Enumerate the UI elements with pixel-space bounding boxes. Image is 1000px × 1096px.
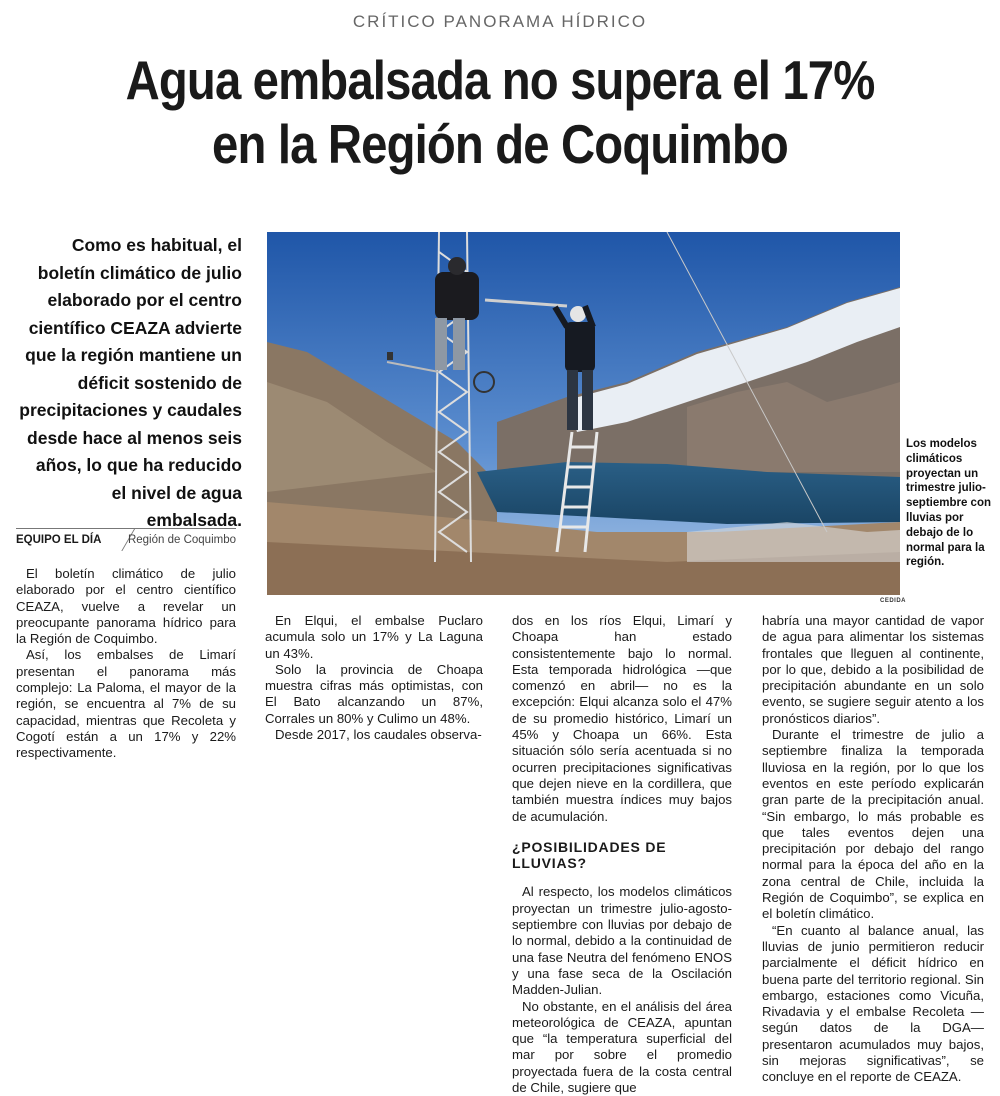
article-column-4: [762, 613, 984, 1086]
photo-credit: CEDIDA: [880, 598, 907, 604]
headline-line-2: en la Región de Coquimbo: [212, 113, 788, 175]
lead-paragraph: Como es habitual, el boletín climático de julio elaborado por el centro científico CEAZA advierte que la región mantiene un déficit sostenido de precipitaciones y caudales desde hace al menos seis años, lo que ha reducido el nivel de agua embalsada.: [19, 235, 242, 530]
paragraph: Durante el trimestre de julio a septiembre finaliza la temporada lluviosa en la región, por lo que los eventos en este período explicarán gran parte de la precipitación anual. “Sin embargo, lo más probable es que tales eventos dejen una precipitación por debajo del rango normal para la época del año en la zona central de Chile, incluida la Región de Coquimbo”, se explica en el boletín climático.: [762, 727, 984, 922]
headline-line-1: Agua embalsada no supera el 17%: [125, 49, 875, 111]
article-column-3: [512, 613, 732, 1096]
paragraph: Solo la provincia de Choapa muestra cifras más optimistas, con El Bato alcanzando un 87%, Corrales un 80% y Culimo un 48%.: [265, 661, 483, 726]
article-photo: [267, 232, 900, 595]
headline: [70, 48, 930, 176]
byline: [16, 528, 236, 551]
paragraph: En Elqui, el embalse Puclaro acumula solo un 17% y La Laguna un 43%.: [265, 613, 483, 661]
article-column-2: [265, 613, 483, 743]
paragraph: Así, los embalses de Limarí presentan el panorama más complejo: La Paloma, el mayor de la región, se encuentra al 7% de su capacidad, mientras que Recoleta y Cogotí están a un 17% y 22% respectivamente.: [16, 647, 236, 761]
kicker: CRÍTICO PANORAMA HÍDRICO: [352, 12, 648, 31]
paragraph: El boletín climático de julio elaborado por el centro científico CEAZA, vuelve a revelar un preocupante panorama hídrico para la Región de Coquimbo.: [16, 566, 236, 647]
paragraph: “En cuanto al balance anual, las lluvias de junio permitieron reducir parcialmente el déficit hídrico en buena parte del territorio regional. Sin embargo, estaciones como Vicuña, Rivadavia y el embalse Recoleta —según datos de la DGA— presentaron acumulados muy bajos, sin mejoras significativas”, se concluye en el reporte de CEAZA.: [762, 922, 984, 1085]
paragraph: Desde 2017, los caudales observa-: [275, 727, 482, 743]
article-column-1: [16, 566, 236, 762]
section-heading: ¿POSIBILIDADES DE LLUVIAS?: [512, 838, 667, 872]
byline-team: EQUIPO EL DÍA: [16, 534, 102, 546]
paragraph: habría una mayor cantidad de vapor de agua para alimentar los sistemas frontales que lleguen al continente, por lo que, debido a la posibilidad de precipitación abundante en un solo evento, se sugiere seguir atento a los pronósticos diarios”.: [762, 613, 984, 726]
photo-caption: Los modelos climáticos proyectan un trimestre julio-septiembre con lluvias por debajo de lo normal para la región.: [906, 438, 991, 569]
paragraph: Al respecto, los modelos climáticos proyectan un trimestre julio-agosto-septiembre con lluvias por debajo de lo normal, debido a la continuidad de una fase Neutra del fenómeno ENOS y una fase seca de la Oscilación Madden-Julian.: [512, 884, 732, 998]
byline-place: Región de Coquimbo: [127, 534, 236, 546]
paragraph: dos en los ríos Elqui, Limarí y Choapa han estado consistentemente bajo lo normal. Esta temporada hidrológica —que comenzó en abril— no es la excepción: Elqui alcanza solo el 47% de su promedio histórico, Limarí un 45% y Choapa un 66%. Esta situación sólo sería acentuada si no ocurren precipitaciones significativas que dejen nieve en la cordillera, que también muestra índices muy bajos de acumulación.: [512, 613, 732, 824]
paragraph: No obstante, en el análisis del área meteorológica de CEAZA, apuntan que “la temperatura superficial del mar por sobre el promedio proyectada fuera de la costa central de Chile, sugiere que: [512, 998, 732, 1096]
